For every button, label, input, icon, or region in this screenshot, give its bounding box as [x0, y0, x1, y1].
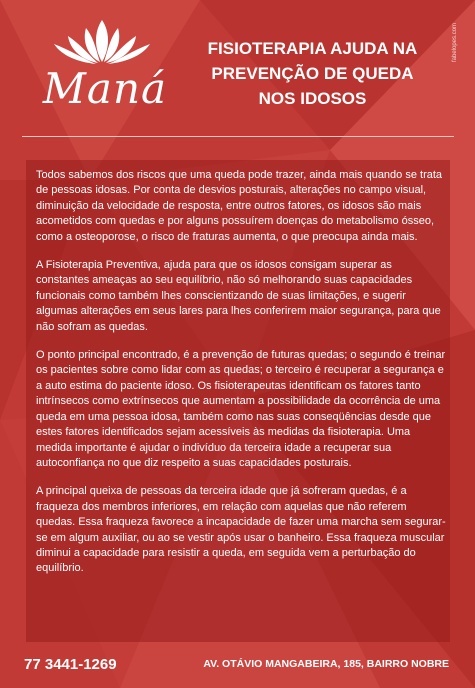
footer	[0, 650, 475, 680]
paragraph: Todos sabemos dos riscos que uma queda pode trazer, ainda mais quando se trata de pessoas idosas. Por conta de desvios posturais, alterações no campo visual, diminuição da velocidade de resposta, entre outros fatores, os idosos são mais acometidos com quedas e por alguns possuírem doenças do metabolismo ósseo, como a osteoporose, o risco de fraturas aumenta, o que preocupa ainda mais.	[36, 169, 443, 243]
paragraph: A Fisioterapia Preventiva, ajuda para que os idosos consigam superar as constantes ameaças ao seu equilíbrio, não só melhorando suas capacidades funcionais como também lhes conscientizando de suas limitações, e sugerir algumas alterações em seus lares para lhes conferirem maior segurança, para que não sofram as quedas.	[36, 259, 441, 333]
title-line-1: FISIOTERAPIA AJUDA NA	[207, 39, 418, 58]
paragraph: O ponto principal encontrado, é a prevenção de futuras quedas; o segundo é treinar os pacientes sobre como lidar com as quedas; o terceiro é recuperar a segurança e a auto estima do paciente idoso. Os fisioterapeutas identificam os fatores tanto intrínsecos como extrínsecos que aumentam a possibilidade da ocorrência de uma queda em uma pessoa idosa, também como nas suas conseqüências desde que estes fatores identificados sejam acessíveis às medidas da fisioterapia. Uma medida importante é ajudar o indivíduo da terceira idade a recuperar sua autoconfiança no que diz respeito a suas capacidades posturais.	[36, 349, 446, 469]
title-line-3: NOS IDOSOS	[258, 89, 367, 108]
content-panel	[26, 160, 450, 642]
divider	[22, 136, 454, 137]
article-body	[36, 168, 446, 590]
header	[0, 0, 475, 130]
brand-name: Maná	[42, 64, 168, 113]
side-credit: fabelopes.com	[452, 22, 458, 62]
address: AV. OTÁVIO MANGABEIRA, 185, BAIRRO NOBRE	[203, 658, 449, 670]
phone-number: 77 3441-1269	[24, 656, 117, 673]
lotus-icon	[52, 18, 152, 66]
paragraph: A principal queixa de pessoas da terceira idade que já sofreram quedas, é a fraqueza dos membros inferiores, em relação com aquelas que não referem quedas. Essa fraqueza favorece a incapacidade de fazer uma marcha sem segurar-se em algum auxiliar, ou ao se vestir após usar o banheiro. Essa fraqueza muscular diminui a capacidade para resistir a queda, em seguida vem a perturbação do equilíbrio.	[36, 485, 446, 575]
page-title	[180, 36, 445, 111]
title-line-2: PREVENÇÃO DE QUEDA	[211, 64, 414, 83]
brand-logo	[30, 18, 170, 118]
